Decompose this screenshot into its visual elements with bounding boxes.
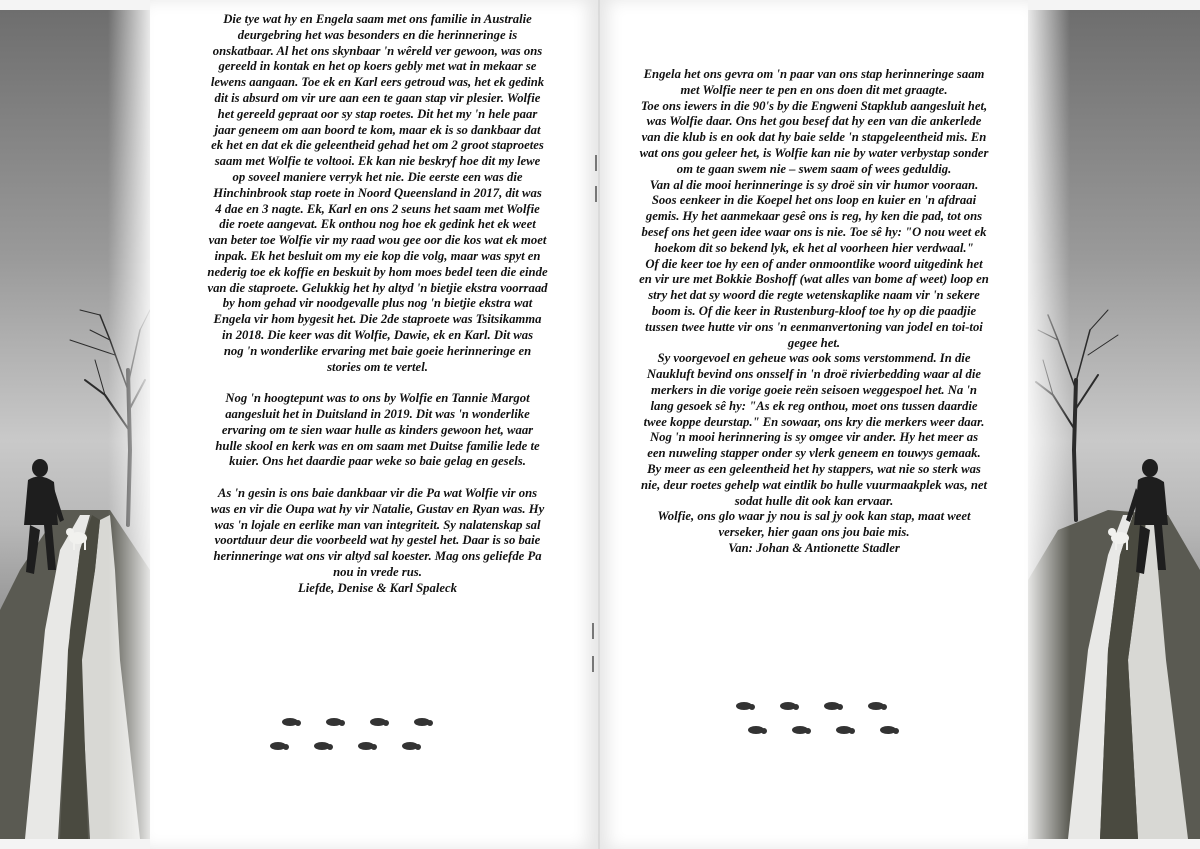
text-line: Die tye wat hy en Engela saam met ons familie in Australie xyxy=(223,12,532,26)
text-line: Sy voorgevoel en geheue was ook soms verstommend. In die xyxy=(657,351,971,366)
text-line: een nuweling stapper onder sy vlerk geneem en touwys gemaak. xyxy=(647,446,981,461)
text-line: nie, deur roetes gehelp wat eintlik bo hulle vuurmaakplek was, net xyxy=(640,477,988,492)
left-paragraph-2 xyxy=(165,391,590,470)
text-line: om te gaan swem nie – swem saam of wees geduldig. xyxy=(676,161,952,176)
footprints-icon xyxy=(268,710,458,760)
scan-mark xyxy=(595,186,597,202)
text-line: jaar geneem om aan boord te kom, maar ek is so dankbaar dat xyxy=(214,122,541,137)
text-line: inpak. Ek het besluit om my eie kop die volg, maar was spyt en xyxy=(214,248,541,263)
text-line: het gereeld gepraat oor sy stap roetes. Dit het my 'n hele paar xyxy=(217,106,538,121)
right-photo-panel xyxy=(1028,10,1200,839)
text-line: saam met Wolfie te voltooi. Ek kan nie beskryf hoe dit my lewe xyxy=(214,154,541,169)
text-line: besef ons het geen idee waar ons is nie. Toe sê hy: "O nou weet ek xyxy=(641,224,987,239)
text-line: voortduur deur die voorbeeld wat hy gestel het. Daar is so baie xyxy=(214,533,541,548)
text-line: op soveel maniere verryk het nie. Die eerste een was die xyxy=(232,169,523,184)
text-line: wat ons gou geleer het, is Wolfie kan nie by water verbystap sonder xyxy=(639,145,989,160)
text-line: boom is. Of die keer in Rustenburg-kloof toe hy op die paadjie xyxy=(651,303,977,318)
text-line: van die klub is en ook dat hy baie selde 'n stapgeleentheid mis. En xyxy=(641,130,987,145)
text-line: herinneringe wat ons vir altyd sal koester. Mag ons geliefde Pa xyxy=(213,549,542,564)
text-line: gegee het. xyxy=(787,335,841,350)
right-signature: Van: Johan & Antionette Stadler xyxy=(728,540,900,555)
text-line: was 'n lojale en eerlike man van integriteit. Sy nalatenskap sal xyxy=(214,517,541,532)
text-line: tussen twee hutte vir ons 'n eenmanvertoning van jodel en toi-toi xyxy=(645,319,983,334)
text-line: Toe ons iewers in die 90's by die Engweni Stapklub aangesluit het, xyxy=(640,98,988,113)
text-line: Nog 'n hoogtepunt was to ons by Wolfie en Tannie Margot xyxy=(225,391,530,406)
text-line: was Wolfie daar. Ons het gou besef dat hy een van die ankerlede xyxy=(646,114,982,129)
text-line: merkers in die vorige goeie reën seisoen weggespoel het. Na 'n xyxy=(651,382,977,397)
text-line: Soos eenkeer in die Koepel het ons loop en kuier en 'n afdraai xyxy=(651,193,977,208)
text-line: Naukluft bevind ons onsself in 'n droë rivierbedding waar al die xyxy=(646,367,982,382)
right-body xyxy=(608,67,1020,541)
text-line: was en vir die Oupa wat hy vir Natalie, Gustav en Ryan was. Hy xyxy=(210,501,545,516)
left-photo-panel xyxy=(0,10,150,839)
center-fold xyxy=(598,0,600,849)
text-line: en vir ure met Bokkie Boshoff (wat alles van bome af weet) loop en xyxy=(639,272,989,287)
text-line: gemis. Hy het aanmekaar gesê ons is reg, hy ken die pad, tot ons xyxy=(645,209,983,224)
left-paragraph-3 xyxy=(165,486,590,581)
text-line: aangesluit het in Duitsland in 2019. Dit was 'n wonderlike xyxy=(225,406,530,421)
text-line: Wolfie, ons glo waar jy nou is sal jy ook kan stap, maat weet xyxy=(657,509,971,524)
text-line: ervaring om te sien waar hulle as kinders gewoon het, waar xyxy=(221,422,534,437)
text-line: twee koppe deurstap." En sowaar, ons kry die merkers weer daar. xyxy=(643,414,985,429)
scan-mark xyxy=(595,155,597,171)
photo-fade xyxy=(108,10,150,839)
text-line: van beter toe Wolfie vir my raad wou gee oor die kos wat ek moet xyxy=(208,233,547,248)
text-line: van die staproete. Gelukkig het hy altyd 'n bietjie ekstra voorraad xyxy=(207,280,548,295)
text-line: stories om te vertel. xyxy=(327,359,428,374)
text-line: ek het en dat ek die geleentheid gehad het om 2 groot staproetes xyxy=(211,138,544,153)
left-article xyxy=(165,12,590,596)
text-line: stry het dat sy woord die regte wetenskaplike naam vir 'n sekere xyxy=(648,288,980,303)
text-line: lewens aangaan. Toe ek en Karl eers getroud was, het ek gedink xyxy=(210,75,545,90)
text-line: by hom gehad vir noodgevalle plus nog 'n bietjie ekstra wat xyxy=(222,296,533,311)
text-line: onskatbaar. Al het ons skynbaar 'n wêreld ver gewoon, was ons xyxy=(212,43,543,58)
right-article xyxy=(608,67,1020,557)
text-line: dit is absurd om vir ure aan een te gaan stap vir plesier. Wolfie xyxy=(214,90,541,105)
text-line: Engela vir hom bygesit het. Die 2de staproete was Tsitsikamma xyxy=(213,312,542,327)
text-line: Nog 'n mooi herinnering is sy omgee vir ander. Hy het meer as xyxy=(649,430,979,445)
text-line: kuier. Ons het daardie paar weke so baie gelag en gesels. xyxy=(229,454,526,469)
text-line: Van al die mooi herinneringe is sy droë sin vir humor vooraan. xyxy=(649,177,979,192)
footprints-icon xyxy=(722,694,912,744)
text-line: sodat hulle dit ook kan ervaar. xyxy=(734,493,894,508)
scan-mark xyxy=(592,623,594,639)
left-paragraph-1 xyxy=(165,12,590,375)
text-line: Hinchinbrook stap roete in Noord Queensland in 2017, dit was xyxy=(213,185,542,200)
text-line: met Wolfie neer te pen en ons doen dit met graagte. xyxy=(680,82,948,97)
text-line: lang gesoek sê hy: "As ek reg onthou, moet ons tussen daardie xyxy=(650,398,978,413)
text-line: nou in vrede rus. xyxy=(333,564,422,579)
photo-fade xyxy=(1028,10,1070,839)
text-line: hoekom dit so bekend lyk, ek het al voorheen hier verdwaal." xyxy=(654,240,974,255)
text-line: die roete aangevat. Ek onthou nog hoe ek gedink het ek weet xyxy=(219,217,536,232)
text-line: gereeld in kontak en het op koers gebly met wat in mekaar se xyxy=(218,59,537,74)
text-line: 4 dae en 3 nagte. Ek, Karl en ons 2 seuns het saam met Wolfie xyxy=(215,201,540,216)
text-line: verseker, hier gaan ons jou baie mis. xyxy=(718,525,910,540)
scan-mark xyxy=(592,656,594,672)
text-line: As 'n gesin is ons baie dankbaar vir die Pa wat Wolfie vir ons xyxy=(217,485,538,500)
left-signature: Liefde, Denise & Karl Spaleck xyxy=(298,580,457,595)
text-line: By meer as een geleentheid het hy stappers, wat nie so sterk was xyxy=(647,461,981,476)
text-line: nog 'n wonderlike ervaring met baie goeie herinneringe en xyxy=(223,343,532,358)
text-line: in 2018. Die keer was dit Wolfie, Dawie, ek en Karl. Dit was xyxy=(221,327,534,342)
text-line: Of die keer toe hy een of ander onmoontlike woord uitgedink het xyxy=(645,256,983,271)
text-line: nederig toe ek koffie en beskuit by hom moes bedel teen die einde xyxy=(207,264,548,279)
text-line: Engela het ons gevra om 'n paar van ons stap herinneringe saam xyxy=(643,67,985,81)
text-line: hulle skool en kerk was en om saam met Duitse familie lede te xyxy=(215,438,540,453)
text-line: deurgebring het was besonders en die herinneringe is xyxy=(237,27,518,42)
